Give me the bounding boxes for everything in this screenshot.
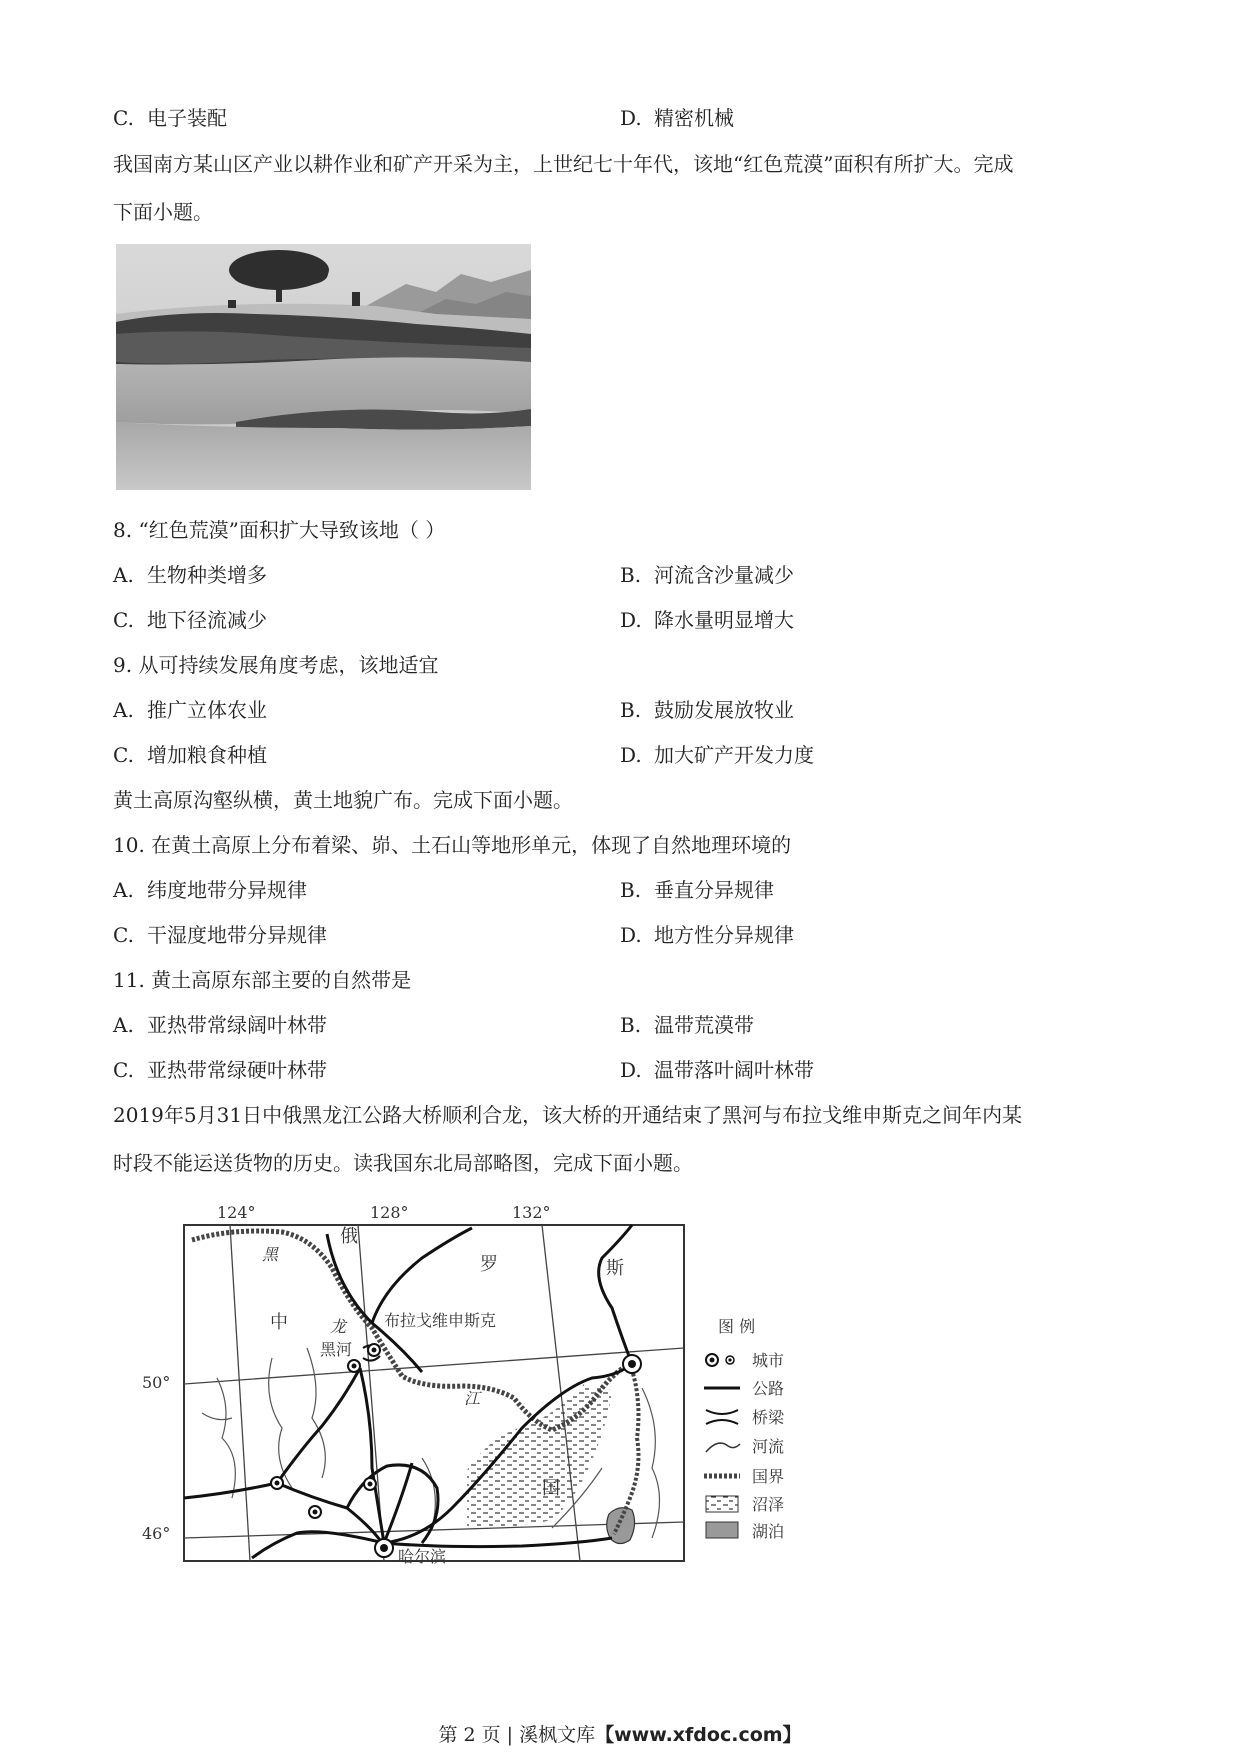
label-russia-2: 罗 xyxy=(480,1254,498,1275)
longitude-132-label: 132° xyxy=(512,1203,551,1222)
q10-option-a: A. 纬度地带分异规律 xyxy=(113,878,307,902)
q9-option-c: C. 增加粮食种植 xyxy=(113,743,267,767)
label-blagoveshchensk: 布拉戈维申斯克 xyxy=(384,1311,497,1330)
q11-option-d: D. 温带落叶阔叶林带 xyxy=(620,1058,814,1082)
page-number: 第 2 页 xyxy=(438,1724,501,1746)
passage-3-line-1: 2019年5月31日中俄黑龙江公路大桥顺利合龙，该大桥的开通结束了黑河与布拉戈维申斯克之间年内某 xyxy=(113,1103,1023,1127)
q11-option-b: B. 温带荒漠带 xyxy=(620,1013,754,1037)
site-url[interactable]: 【www.xfdoc.com】 xyxy=(595,1724,802,1746)
label-river-1: 黑 xyxy=(262,1245,279,1264)
q9-option-b: B. 鼓励发展放牧业 xyxy=(620,698,794,722)
site-name: 溪枫文库 xyxy=(519,1724,596,1746)
label-heihe: 黑河 xyxy=(320,1340,353,1359)
label-river-3: 江 xyxy=(464,1389,481,1408)
map-legend xyxy=(704,1317,785,1541)
longitude-128-label: 128° xyxy=(370,1203,409,1222)
passage-3-line-2: 时段不能运送货物的历史。读我国东北局部略图，完成下面小题。 xyxy=(113,1151,693,1175)
q8-option-d: D. 降水量明显增大 xyxy=(620,608,794,632)
legend-lake: 湖泊 xyxy=(752,1522,785,1541)
legend-bridge: 桥梁 xyxy=(752,1408,785,1427)
legend-title: 图 例 xyxy=(718,1317,756,1336)
longitude-124-label: 124° xyxy=(217,1203,256,1222)
legend-road: 公路 xyxy=(752,1379,785,1398)
q10-option-c: C. 干湿度地带分异规律 xyxy=(113,923,327,947)
legend-river: 河流 xyxy=(752,1437,785,1456)
q8-option-a: A. 生物种类增多 xyxy=(113,563,267,587)
legend-marsh: 沼泽 xyxy=(752,1495,785,1514)
label-china-1: 中 xyxy=(270,1312,288,1333)
q11-option-c: C. 亚热带常绿硬叶林带 xyxy=(113,1058,327,1082)
question-8-stem: 8. “红色荒漠”面积扩大导致该地（ ） xyxy=(113,518,446,542)
latitude-46-label: 46° xyxy=(142,1524,171,1543)
label-russia-1: 俄 xyxy=(340,1226,358,1247)
option-c: C. 电子装配 xyxy=(113,106,227,130)
option-d: D. 精密机械 xyxy=(620,106,734,130)
legend-city: 城市 xyxy=(752,1351,785,1370)
label-harbin: 哈尔滨 xyxy=(398,1547,447,1566)
landscape-photo xyxy=(116,244,531,490)
q8-option-c: C. 地下径流减少 xyxy=(113,608,267,632)
q9-option-d: D. 加大矿产开发力度 xyxy=(620,743,814,767)
latitude-50-label: 50° xyxy=(142,1373,171,1392)
q11-option-a: A. 亚热带常绿阔叶林带 xyxy=(113,1013,327,1037)
question-9-stem: 9. 从可持续发展角度考虑，该地适宜 xyxy=(113,653,439,677)
label-russia-3: 斯 xyxy=(606,1258,624,1279)
q10-option-d: D. 地方性分异规律 xyxy=(620,923,794,947)
footer-separator: | xyxy=(506,1724,514,1746)
question-11-stem: 11. 黄土高原东部主要的自然带是 xyxy=(113,968,412,992)
northeast-china-map xyxy=(122,1198,822,1578)
page-footer xyxy=(0,1722,1240,1748)
passage-1-line-1: 我国南方某山区产业以耕作业和矿产开采为主，上世纪七十年代，该地“红色荒漠”面积有所扩大。完成 xyxy=(113,152,1014,176)
q8-option-b: B. 河流含沙量减少 xyxy=(620,563,794,587)
label-river-2: 龙 xyxy=(330,1317,347,1336)
q9-option-a: A. 推广立体农业 xyxy=(113,698,267,722)
passage-1-line-2: 下面小题。 xyxy=(113,200,213,224)
q10-option-b: B. 垂直分异规律 xyxy=(620,878,774,902)
passage-2: 黄土高原沟壑纵横，黄土地貌广布。完成下面小题。 xyxy=(113,788,573,812)
question-10-stem: 10. 在黄土高原上分布着梁、峁、土石山等地形单元，体现了自然地理环境的 xyxy=(113,833,792,857)
label-china-2: 国 xyxy=(542,1478,560,1499)
legend-border: 国界 xyxy=(752,1467,785,1486)
